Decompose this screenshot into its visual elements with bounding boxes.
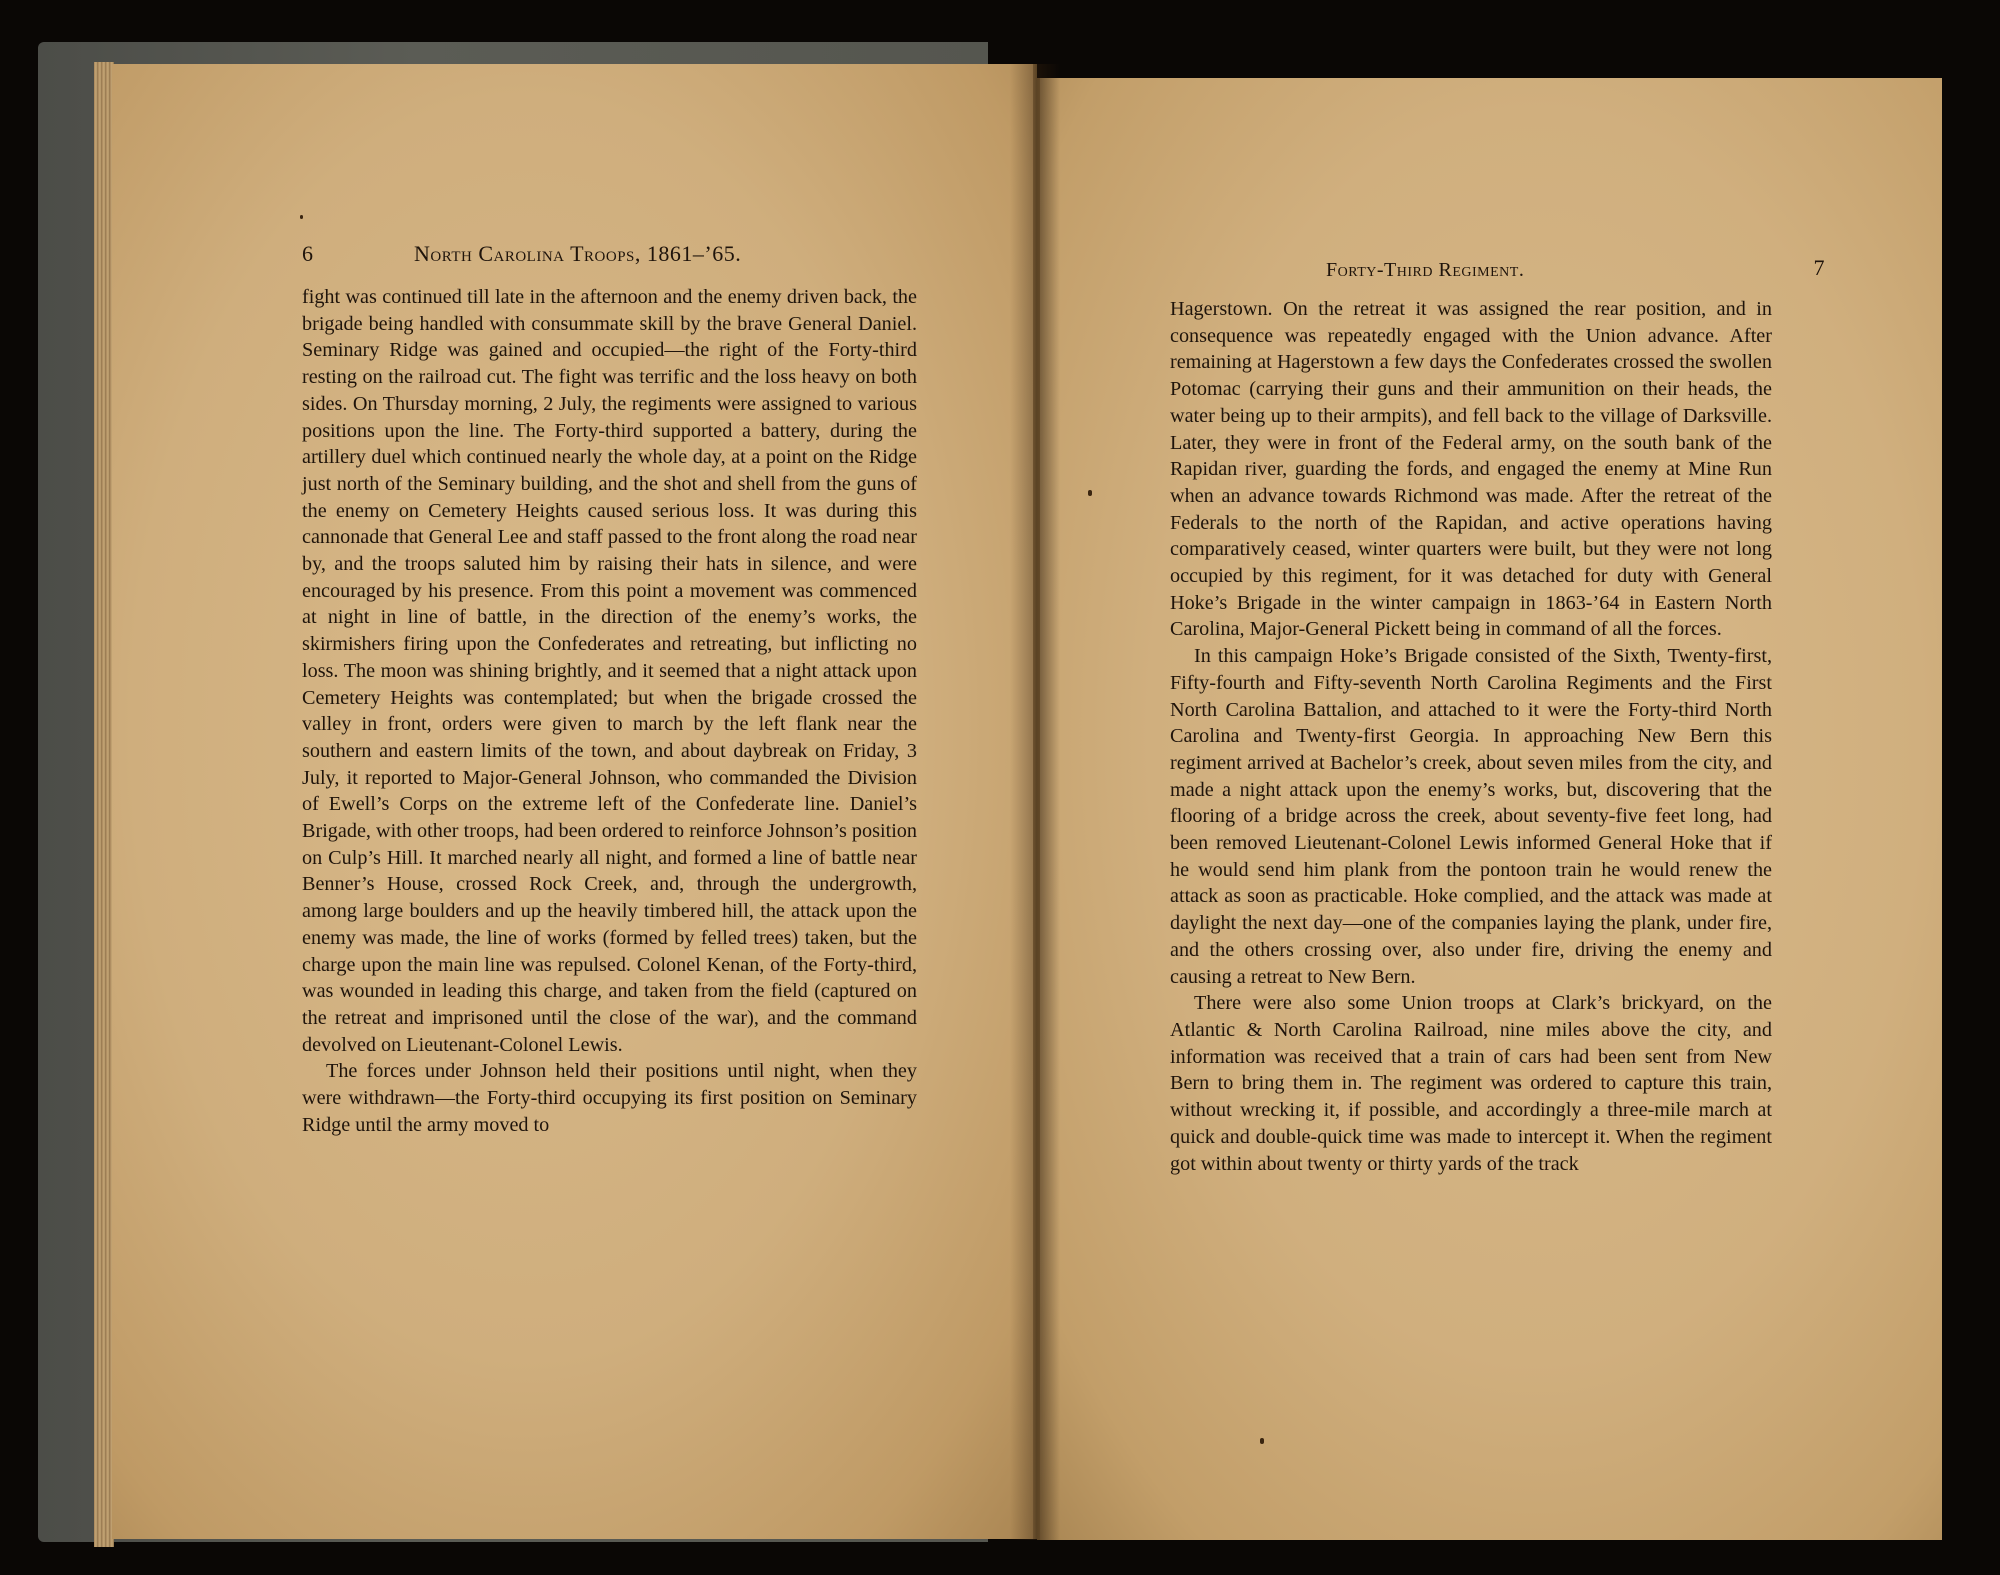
right-paragraph-1: Hagerstown. On the retreat it was assigned the rear position, and in consequence was repeatedly engaged with the Union advance. After remaining at Hagerstown a few days the Confederates crossed the swollen Potomac (carrying their guns and their ammunition on their heads, the water being up to their armpits), and fell back to the village of Darksville. Later, they were in front of the Federal army, on the south bank of the Rapidan river, guarding the fords, and engaged the enemy at Mine Run when an advance towards Richmond was made. After the retreat of the Federals to the north of the Rapidan, and active operations having comparatively ceased, winter quarters were built, but they were not long occupied by this regiment, for it was detached for duty with General Hoke’s Brigade in the winter campaign in 1863-’64 in Eastern North Carolina, Major-General Pickett being in command of all the forces.: [1170, 298, 1772, 641]
paper-speck: [300, 215, 303, 219]
page-edges: [94, 62, 114, 1547]
left-page: [112, 64, 1037, 1539]
paper-speck: [1260, 1438, 1264, 1444]
right-page: [1037, 78, 1942, 1540]
right-body-text: [1170, 296, 1772, 1177]
paper-speck: [1088, 490, 1092, 496]
gutter-shadow: [1010, 64, 1060, 1540]
left-page-number: 6: [302, 241, 314, 266]
left-body-text: [302, 284, 917, 1139]
right-paragraph-2: In this campaign Hoke’s Brigade consisted of the Sixth, Twenty-first, Fifty-fourth and Fifty-seventh North Carolina Regiments and the First North Carolina Battalion, and attached to it were the Forty-third North Carolina and Twenty-first Georgia. In approaching New Bern this regiment arrived at Bachelor’s creek, about seven miles from the city, and made a night attack upon the enemy’s works, but, discovering that the flooring of a bridge across the creek, about seventy-five feet long, had been removed Lieutenant-Colonel Lewis informed General Hoke that if he would send him plank from the pontoon train he would renew the attack as soon as practicable. Hoke complied, and the attack was made at daylight the next day—one of the companies laying the plank, under fire, and the others crossing over, also under fire, driving the enemy and causing a retreat to New Bern.: [1170, 645, 1772, 988]
right-page-number: 7: [1813, 255, 1825, 280]
left-paragraph-1: fight was continued till late in the afternoon and the enemy driven back, the brigade being handled with consummate skill by the brave General Daniel. Seminary Ridge was gained and occupied—the right of the Forty-third resting on the railroad cut. The fight was terrific and the loss heavy on both sides. On Thursday morning, 2 July, the regiments were assigned to various positions upon the line. The Forty-third supported a battery, during the artillery duel which continued nearly the whole day, at a point on the Ridge just north of the Seminary building, and the shot and shell from the guns of the enemy on Cemetery Heights caused serious loss. It was during this cannonade that General Lee and staff passed to the front along the road near by, and the troops saluted him by raising their hats in silence, and were encouraged by his presence. From this point a movement was commenced at night in line of battle, in the direction of the enemy’s works, the skirmishers firing upon the Confederates and retreating, but inflicting no loss. The moon was shining brightly, and it seemed that a night attack upon Cemetery Heights was contemplated; but when the brigade crossed the valley in front, orders were given to march by the left flank near the southern and eastern limits of the town, and about daybreak on Friday, 3 July, it reported to Major-General Johnson, who commanded the Division of Ewell’s Corps on the extreme left of the Confederate line. Daniel’s Brigade, with other troops, had been ordered to reinforce Johnson’s position on Culp’s Hill. It marched nearly all night, and formed a line of battle near Benner’s House, crossed Rock Creek, and, through the undergrowth, among large boulders and up the heavily timbered hill, the attack upon the enemy was made, the line of works (formed by felled trees) taken, but the charge upon the main line was repulsed. Colonel Kenan, of the Forty-third, was wounded in leading this charge, and taken from the field (captured on the retreat and imprisoned until the close of the war), and the command devolved on Lieutenant-Colonel Lewis.: [302, 286, 917, 1056]
right-paragraph-3: There were also some Union troops at Clark’s brickyard, on the Atlantic & North Carolina Railroad, nine miles above the city, and information was received that a train of cars had been sent from New Bern to bring them in. The regiment was ordered to capture this train, without wrecking it, if possible, and accordingly a three-mile march at quick and double-quick time was made to intercept it. When the regiment got within about twenty or thirty yards of the track: [1170, 992, 1772, 1175]
left-running-title: North Carolina Troops, 1861–’65.: [414, 241, 742, 266]
right-running-title: Forty-Third Regiment.: [1326, 259, 1525, 281]
left-paragraph-2: The forces under Johnson held their positions until night, when they were withdrawn—the Forty-third occupying its first position on Seminary Ridge until the army moved to: [302, 1060, 917, 1136]
